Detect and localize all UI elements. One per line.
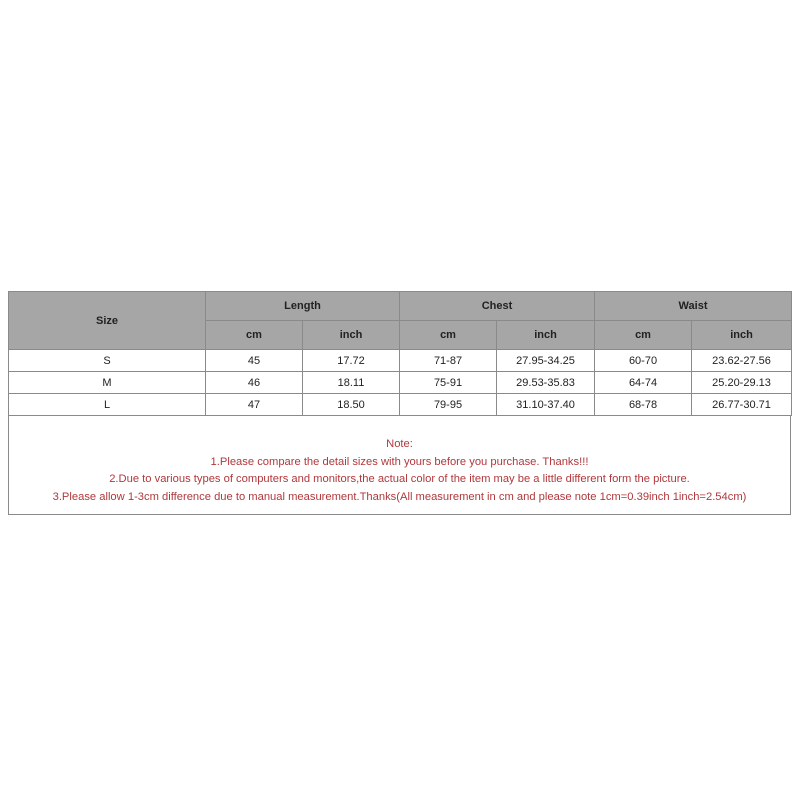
chest-cm-cell: 75-91: [400, 372, 497, 394]
size-cell: S: [9, 350, 206, 372]
note-line: 1.Please compare the detail sizes with yours before you purchase. Thanks!!!: [210, 455, 589, 468]
chest-header: Chest: [400, 292, 595, 321]
notes-box: [8, 416, 791, 515]
chest-cm-cell: 79-95: [400, 394, 497, 416]
waist-inch-cell: 25.20-29.13: [692, 372, 792, 394]
waist-cm-header: cm: [595, 321, 692, 350]
chest-inch-cell: 31.10-37.40: [497, 394, 595, 416]
table-row: [9, 394, 792, 416]
length-inch-cell: 18.50: [303, 394, 400, 416]
length-cm-header: cm: [206, 321, 303, 350]
waist-cm-cell: 60-70: [595, 350, 692, 372]
table-row: [9, 372, 792, 394]
waist-inch-header: inch: [692, 321, 792, 350]
waist-inch-cell: 26.77-30.71: [692, 394, 792, 416]
note-line: 2.Due to various types of computers and monitors,the actual color of the item may be a little different form the picture.: [109, 473, 690, 485]
chest-cm-cell: 71-87: [400, 350, 497, 372]
size-chart: [8, 291, 791, 515]
length-inch-cell: 18.11: [303, 372, 400, 394]
chest-inch-cell: 27.95-34.25: [497, 350, 595, 372]
waist-cm-cell: 64-74: [595, 372, 692, 394]
note-title: Note:: [386, 438, 413, 450]
size-header: Size: [9, 292, 206, 350]
chest-cm-header: cm: [400, 321, 497, 350]
length-cm-cell: 46: [206, 372, 303, 394]
table-row: [9, 350, 792, 372]
waist-cm-cell: 68-78: [595, 394, 692, 416]
length-cm-cell: 47: [206, 394, 303, 416]
chest-inch-header: inch: [497, 321, 595, 350]
waist-header: Waist: [595, 292, 792, 321]
note-line: 3.Please allow 1-3cm difference due to manual measurement.Thanks(All measurement in cm and please note 1cm=0.39inch 1inch=2.54cm): [52, 490, 747, 503]
length-inch-header: inch: [303, 321, 400, 350]
waist-inch-cell: 23.62-27.56: [692, 350, 792, 372]
size-table: [8, 291, 792, 416]
length-cm-cell: 45: [206, 350, 303, 372]
length-inch-cell: 17.72: [303, 350, 400, 372]
size-cell: M: [9, 372, 206, 394]
chest-inch-cell: 29.53-35.83: [497, 372, 595, 394]
size-cell: L: [9, 394, 206, 416]
length-header: Length: [206, 292, 400, 321]
